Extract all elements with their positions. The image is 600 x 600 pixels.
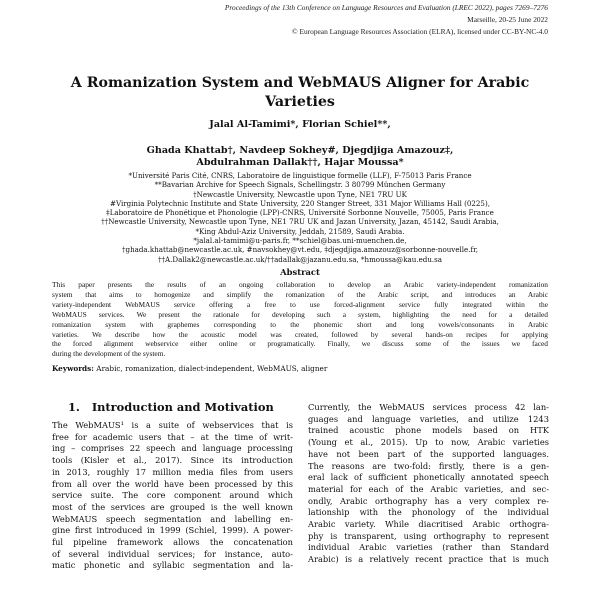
text-line: trained acoustic phone models based on HTK xyxy=(308,425,549,436)
authors-line: Abdulrahman Dallak††, Hajar Moussa* xyxy=(196,157,404,168)
text-line: WebMAUS speech segmentation and labelling en- xyxy=(52,513,293,524)
text-line: most of the services are grouped is the well known xyxy=(52,501,293,512)
email-line: ††A.Dallak2@newcastle.ac.uk/††adallak@jazanu.edu.sa, *hmoussa@kau.edu.sa xyxy=(157,254,443,264)
proceedings-header xyxy=(225,2,548,38)
section-title: Introduction and Motivation xyxy=(91,400,274,414)
email-line: *jalal.al-tamimi@u-paris.fr, **schiel@bas.uni-muenchen.de, xyxy=(193,236,407,246)
proceedings-line: Proceedings of the 13th Conference on Language Resources and Evaluation (LREC 2022), pages 7269–7276 xyxy=(224,3,548,12)
text-line: eral lack of sufficient phonetically annotated speech xyxy=(308,472,549,483)
keywords-text: Arabic, romanization, dialect-independent, WebMAUS, aligner xyxy=(96,364,328,373)
text-line: ful pipeline framework allows the concatenation xyxy=(52,537,293,548)
text-line: tools (Kisler et al., 2017). Since its introduction xyxy=(52,455,293,466)
title-line: A Romanization System and WebMAUS Aligner for Arabic xyxy=(70,75,530,91)
text-line: Arabic) is a relatively recent practice that is much xyxy=(308,554,549,565)
text-line: ondly, Arabic orthography has a very complex re- xyxy=(308,495,549,506)
authors-line: Jalal Al-Tamimi*, Florian Schiel**, xyxy=(209,119,391,130)
affiliation: ‡Laboratoire de Phonétique et Phonologie (LPP)-CNRS, Université Sorbonne Nouvelle, 75005, Paris France xyxy=(106,208,494,218)
text-line: in 2013, roughly 17 million media files from users xyxy=(52,466,293,477)
text-line: have not been part of the supported languages. xyxy=(308,448,549,459)
license-line: © European Language Resources Association (ELRA), licensed under CC-BY-NC-4.0 xyxy=(291,27,548,36)
email-line: †ghada.khattab@newcastle.ac.uk, #navsokhey@vt.edu, ‡djegdjiga.amazouz@sorbonne-nouvelle.fr, xyxy=(121,245,478,255)
abstract-heading: Abstract xyxy=(280,267,320,277)
affiliation: *King Abdul-Aziz University, Jeddah, 21589, Saudi Arabia. xyxy=(195,226,405,236)
location-line: Marseille, 20-25 June 2022 xyxy=(467,15,548,24)
text-line: The reasons are two-fold: firstly, there is a gen- xyxy=(308,460,549,471)
affiliation: *Université Paris Cité, CNRS, Laboratoire de linguistique formelle (LLF), F-75013 Paris France xyxy=(128,171,472,180)
abstract-line: the forced alignment webservice either online or programatically. Finally, we discuss some of the issues we faced xyxy=(52,339,548,349)
text-line: guages and language varieties, and utilize 1243 xyxy=(308,413,549,424)
affiliation: **Bavarian Archive for Speech Signals, Schellingstr. 3 80799 München Germany xyxy=(154,180,446,190)
text-line: from all over the world have been processed by this xyxy=(52,478,293,489)
text-line: (Young et al., 2015). Up to now, Arabic varieties xyxy=(308,437,549,448)
text-line: matic phonetic and syllabic segmentation and la- xyxy=(52,560,293,571)
text-line: gine first introduced in 1999 (Schiel, 1999). A power- xyxy=(52,525,293,536)
abstract-line: This paper presents the results of an ongoing collaboration to develop an Arabic variety-independent romanization xyxy=(52,280,548,289)
abstract-line: varieties. We describe how the acoustic model was created, followed by several hands-on recipes for applying xyxy=(52,329,548,339)
section-heading xyxy=(68,400,274,414)
right-column xyxy=(308,402,549,566)
affiliation: †Newcastle University, Newcastle upon Tyne, NE1 7RU UK xyxy=(193,189,407,199)
text-line: free for academic users that – at the time of writ- xyxy=(52,431,293,442)
abstract-body xyxy=(52,280,548,359)
abstract-line: system that aims to homogenize and simplify the romanization of the Arabic script, and introduces an Arabic xyxy=(52,289,548,299)
text-line: ing – comprises 22 speech and language processing xyxy=(52,443,293,454)
authors-line: Ghada Khattab†, Navdeep Sokhey#, Djegdjiga Amazouz‡, xyxy=(146,145,454,156)
keywords xyxy=(52,364,327,374)
text-line: of several individual services; for instance, auto- xyxy=(52,548,293,559)
text-line: phy is transparent, using orthography to represent xyxy=(308,530,549,541)
text-line: The WebMAUS¹ is a suite of webservices that is xyxy=(52,420,293,430)
keywords-label: Keywords: xyxy=(52,364,94,373)
text-line: service suite. The core component around which xyxy=(52,490,293,501)
left-column xyxy=(52,420,293,572)
text-line: material for each of the Arabic varieties, and sec- xyxy=(308,483,549,494)
affiliation: ††Newcastle University, Newcastle upon Tyne, NE1 7RU UK and Jazan University, Jazan, 45142, Saudi Arabia, xyxy=(101,217,499,227)
title-line: Varieties xyxy=(265,94,335,110)
abstract-line: romanization system with graphemes corresponding to the phonemic short and long vowels/consonants in Arabic xyxy=(52,319,548,329)
text-line: lationship with the phonology of the individual xyxy=(308,507,549,518)
section-number: 1. xyxy=(68,400,80,414)
abstract-line: during the development of the system. xyxy=(52,349,166,359)
paper-title xyxy=(60,74,540,112)
affiliation: #Virginia Polytechnic Institute and State University, 220 Stanger Street, 331 Major Williams Hall (0225), xyxy=(110,198,490,208)
text-line: individual Arabic varieties (rather than Standard xyxy=(308,542,549,553)
abstract-line: variety-independent WebMAUS service offering a free to use forced-alignment service fully integrated within the xyxy=(52,299,548,309)
text-line: Currently, the WebMAUS services process 42 lan- xyxy=(308,402,549,412)
affiliations xyxy=(40,171,560,264)
text-line: Arabic variety. While diacritised Arabic orthogra- xyxy=(308,519,549,530)
abstract-line: WebMAUS services. We present the rationale for developing such a system, highlighting the need for a detailed xyxy=(52,309,548,319)
